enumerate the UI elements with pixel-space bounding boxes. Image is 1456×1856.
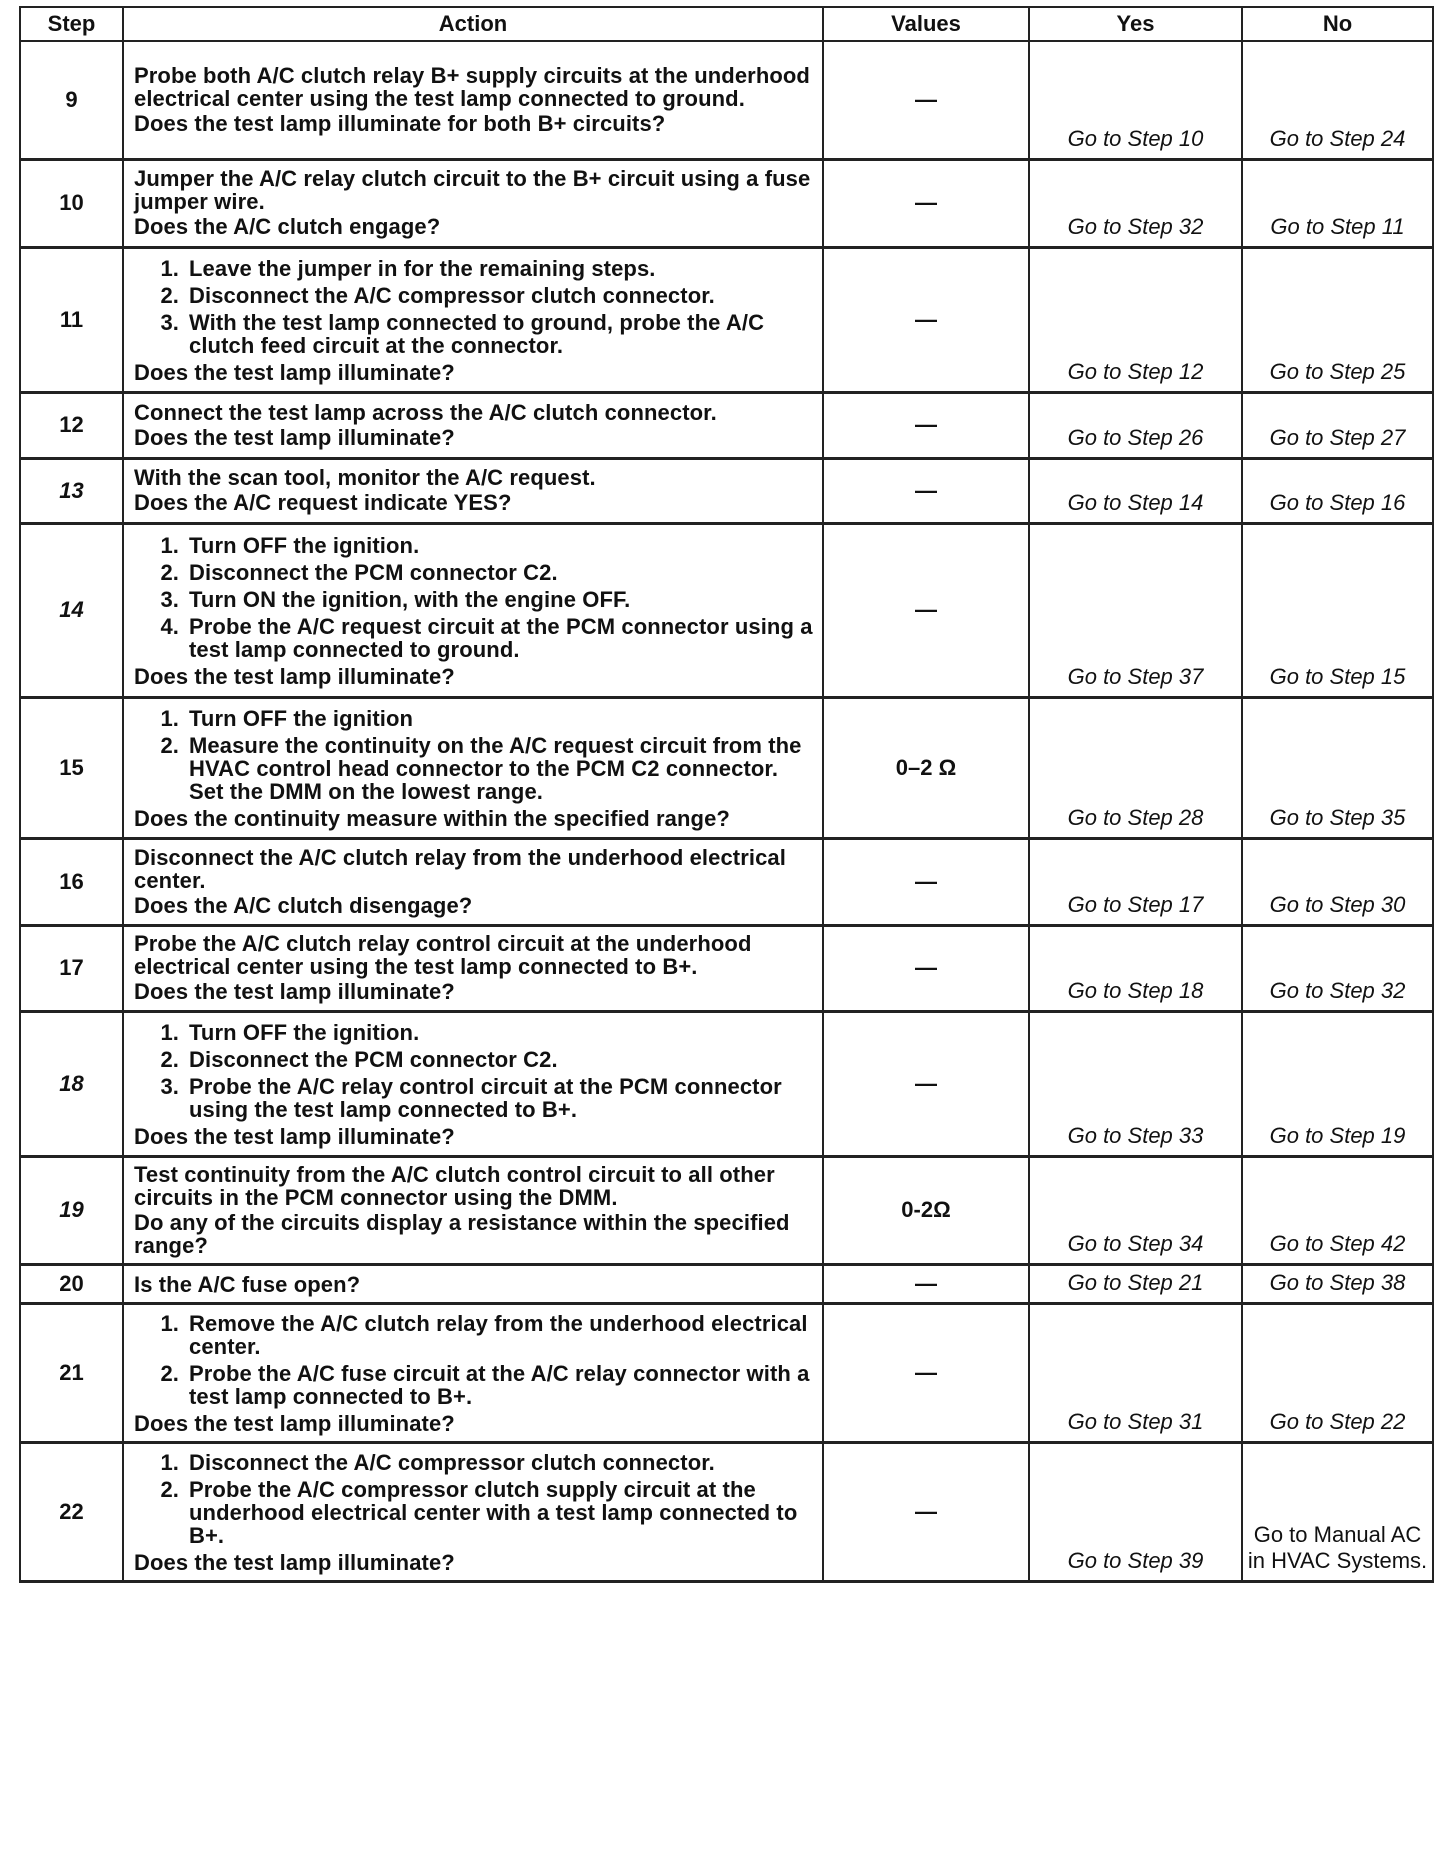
action-question: Do any of the circuits display a resistance within the specified range? [134,1209,790,1258]
step-number: 12 [20,392,123,458]
table-row [20,41,1433,159]
action-cell [123,1264,823,1303]
step-number: 10 [20,159,123,247]
table-row [20,1264,1433,1303]
table-row [20,1011,1433,1156]
values-cell: — [823,925,1029,1011]
values-cell: — [823,523,1029,697]
step-index: 1. [160,532,179,558]
step-number: 20 [20,1264,123,1303]
values-cell: 0-2Ω [823,1156,1029,1264]
action-text: Probe the A/C clutch relay control circuit at the underhood electrical center using the test lamp connected to B+. [134,931,752,979]
action-question: Does the test lamp illuminate? [134,1123,455,1149]
step-number: 13 [20,458,123,523]
action-cell [123,159,823,247]
action-step [134,615,814,661]
action-step [134,1312,814,1358]
action-cell [123,523,823,697]
no-link[interactable]: Go to Step 16 [1242,458,1433,523]
step-index: 2. [160,559,179,585]
no-link[interactable]: Go to Step 38 [1242,1264,1433,1303]
action-question: Does the test lamp illuminate for both B+ circuits? [134,110,666,136]
yes-link[interactable]: Go to Step 31 [1029,1303,1242,1442]
action-cell [123,697,823,838]
header-action: Action [123,7,823,41]
action-cell [123,247,823,392]
yes-link[interactable]: Go to Step 28 [1029,697,1242,838]
step-index: 2. [160,282,179,308]
yes-link[interactable]: Go to Step 34 [1029,1156,1242,1264]
step-number: 17 [20,925,123,1011]
action-question: Does the test lamp illuminate? [134,1549,455,1575]
step-text: Probe the A/C compressor clutch supply circuit at the underhood electrical center with a test lamp connected to B+. [189,1476,798,1548]
action-cell [123,458,823,523]
action-steps [134,534,814,661]
no-link[interactable]: Go to Step 15 [1242,523,1433,697]
values-cell: — [823,1442,1029,1581]
header-row [20,7,1433,41]
no-link[interactable]: Go to Step 22 [1242,1303,1433,1442]
action-question: Does the A/C request indicate YES? [134,490,512,515]
action-question: Does the continuity measure within the specified range? [134,805,730,831]
action-step [134,284,814,307]
action-steps [134,257,814,357]
table-row [20,1303,1433,1442]
table-row [20,1156,1433,1264]
step-index: 1. [160,1019,179,1045]
action-step [134,588,814,611]
step-text: Leave the jumper in for the remaining steps. [189,255,656,281]
values-cell: — [823,1011,1029,1156]
step-number: 16 [20,838,123,925]
action-cell [123,1011,823,1156]
step-index: 4. [160,613,179,639]
table-row [20,247,1433,392]
values-cell: — [823,1264,1029,1303]
action-question: Does the test lamp illuminate? [134,1410,455,1436]
step-number: 14 [20,523,123,697]
table-row [20,838,1433,925]
table-row [20,697,1433,838]
step-text: Turn OFF the ignition. [189,532,420,558]
action-step [134,311,814,357]
table-row [20,392,1433,458]
step-text: Remove the A/C clutch relay from the underhood electrical center. [189,1310,808,1359]
action-text: Test continuity from the A/C clutch control circuit to all other circuits in the PCM connector using the DMM. [134,1161,775,1210]
values-cell: — [823,247,1029,392]
step-index: 2. [160,732,179,758]
step-text: Probe the A/C request circuit at the PCM connector using a test lamp connected to ground. [189,613,813,662]
action-cell [123,1442,823,1581]
step-number: 9 [20,41,123,159]
yes-link[interactable]: Go to Step 37 [1029,523,1242,697]
step-text: Disconnect the A/C compressor clutch connector. [189,1449,715,1475]
step-number: 11 [20,247,123,392]
action-cell [123,41,823,159]
step-number: 19 [20,1156,123,1264]
action-step [134,707,814,730]
table-row [20,159,1433,247]
step-text: With the test lamp connected to ground, probe the A/C clutch feed circuit at the connector. [189,309,765,358]
action-step [134,1478,814,1547]
step-text: Turn OFF the ignition. [189,1019,420,1045]
values-cell: — [823,159,1029,247]
step-index: 1. [160,705,179,731]
step-index: 3. [160,586,179,612]
yes-link[interactable]: Go to Step 10 [1029,41,1242,159]
yes-link[interactable]: Go to Step 21 [1029,1264,1242,1303]
step-text: Probe the A/C fuse circuit at the A/C relay connector with a test lamp connected to B+. [189,1360,810,1409]
no-link[interactable]: Go to Step 24 [1242,41,1433,159]
no-link[interactable]: Go to Step 27 [1242,392,1433,458]
action-step [134,734,814,803]
step-text: Probe the A/C relay control circuit at the PCM connector using the test lamp connected to B+. [189,1073,782,1122]
action-question: Does the A/C clutch disengage? [134,892,473,918]
no-link[interactable]: Go to Step 30 [1242,838,1433,925]
yes-link[interactable]: Go to Step 18 [1029,925,1242,1011]
values-cell: 0–2 Ω [823,697,1029,838]
yes-link[interactable]: Go to Step 39 [1029,1442,1242,1581]
step-index: 1. [160,1449,179,1475]
action-step [134,1075,814,1121]
no-link[interactable]: Go to Step 42 [1242,1156,1433,1264]
action-question: Does the test lamp illuminate? [134,359,455,385]
step-number: 18 [20,1011,123,1156]
action-question: Does the A/C clutch engage? [134,214,441,239]
action-cell [123,1303,823,1442]
step-text: Measure the continuity on the A/C request circuit from the HVAC control head connector to the PCM C2 connector. Set the DMM on the lowest range. [189,732,802,804]
step-index: 3. [160,1073,179,1099]
action-step [134,1451,814,1474]
step-number: 22 [20,1442,123,1581]
table-row [20,1442,1433,1581]
action-step [134,1048,814,1071]
action-steps [134,707,814,803]
yes-link[interactable]: Go to Step 26 [1029,392,1242,458]
step-index: 1. [160,255,179,281]
action-cell [123,392,823,458]
header-yes: Yes [1029,7,1242,41]
no-link[interactable]: Go to Step 35 [1242,697,1433,838]
header-step: Step [20,7,123,41]
step-number: 15 [20,697,123,838]
action-step [134,561,814,584]
yes-link[interactable]: Go to Step 33 [1029,1011,1242,1156]
yes-link[interactable]: Go to Step 12 [1029,247,1242,392]
step-text: Disconnect the PCM connector C2. [189,559,558,585]
step-text: Turn OFF the ignition [189,705,414,731]
action-question: Is the A/C fuse open? [134,1271,361,1297]
action-steps [134,1312,814,1408]
no-link[interactable]: Go to Step 25 [1242,247,1433,392]
action-question: Does the test lamp illuminate? [134,979,455,1004]
yes-link[interactable]: Go to Step 17 [1029,838,1242,925]
action-text: Jumper the A/C relay clutch circuit to the B+ circuit using a fuse jumper wire. [134,166,811,214]
action-text: Connect the test lamp across the A/C clutch connector. [134,399,717,425]
header-no: No [1242,7,1433,41]
yes-link[interactable]: Go to Step 32 [1029,159,1242,247]
action-step [134,1362,814,1408]
values-cell: — [823,458,1029,523]
values-cell: — [823,1303,1029,1442]
action-text: Probe both A/C clutch relay B+ supply circuits at the underhood electrical center using the test lamp connected to ground. [134,62,810,111]
action-cell [123,838,823,925]
action-cell [123,1156,823,1264]
step-text: Disconnect the A/C compressor clutch connector. [189,282,715,308]
no-link[interactable]: Go to Manual AC in HVAC Systems. [1242,1442,1433,1581]
action-text: With the scan tool, monitor the A/C request. [134,465,596,490]
step-index: 3. [160,309,179,335]
step-index: 1. [160,1310,179,1336]
action-text: Disconnect the A/C clutch relay from the underhood electrical center. [134,844,786,893]
action-step [134,1021,814,1044]
values-cell: — [823,838,1029,925]
step-text: Disconnect the PCM connector C2. [189,1046,558,1072]
values-cell: — [823,41,1029,159]
diagnostic-table [19,6,1434,1583]
table-row [20,925,1433,1011]
step-index: 2. [160,1046,179,1072]
action-step [134,534,814,557]
no-link[interactable]: Go to Step 32 [1242,925,1433,1011]
yes-link[interactable]: Go to Step 14 [1029,458,1242,523]
no-link[interactable]: Go to Step 11 [1242,159,1433,247]
step-index: 2. [160,1360,179,1386]
values-cell: — [823,392,1029,458]
step-index: 2. [160,1476,179,1502]
step-number: 21 [20,1303,123,1442]
action-question: Does the test lamp illuminate? [134,663,455,689]
action-steps [134,1021,814,1121]
action-step [134,257,814,280]
table-row [20,523,1433,697]
step-text: Turn ON the ignition, with the engine OFF. [189,586,631,612]
table-row [20,458,1433,523]
header-values: Values [823,7,1029,41]
action-question: Does the test lamp illuminate? [134,424,455,450]
action-cell [123,925,823,1011]
action-steps [134,1451,814,1547]
no-link[interactable]: Go to Step 19 [1242,1011,1433,1156]
